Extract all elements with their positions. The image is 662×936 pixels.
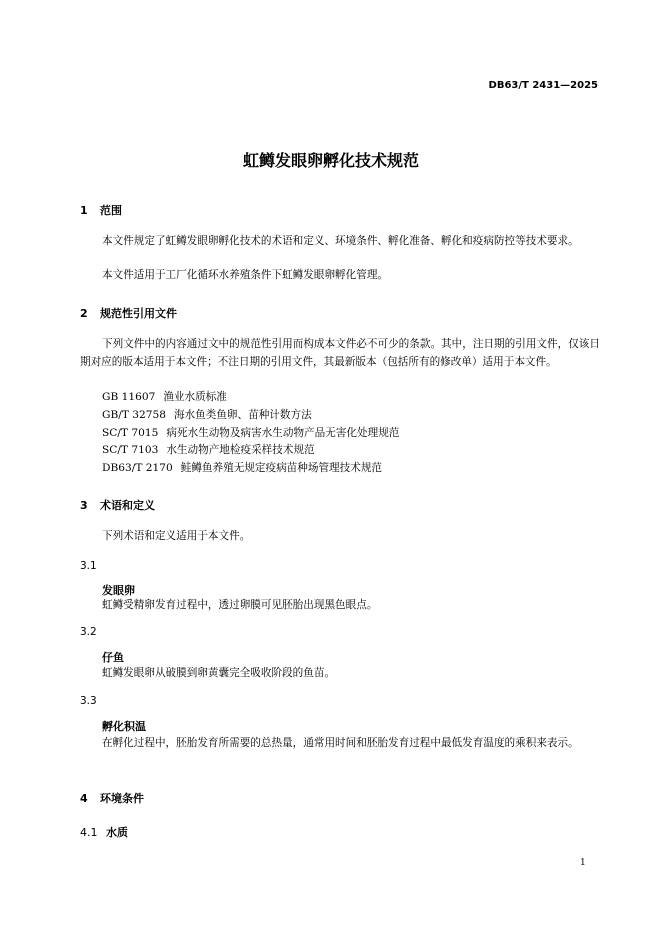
reference-title: 水生动物产地检疫采样技术规范 [166,444,315,456]
term-number: 3.2 [80,626,97,638]
reference-code: GB/T 32758 [102,409,166,421]
section-1-paragraph-1: 本文件规定了虹鳟发眼卵孵化技术的术语和定义、环境条件、孵化准备、孵化和疫病防控等技术要求。 [102,235,579,247]
reference-item [102,460,382,475]
subsection-title: 水质 [106,826,128,839]
term-title: 仔鱼 [102,651,124,664]
section-2-paragraph-1: 下列文件中的内容通过文中的规范性引用而构成本文件必不可少的条款。其中，注日期的引用文件，仅该日期对应的版本适用于本文件；不注日期的引用文件，其最新版本（包括所有的修改单）适用于本文件。 [80,338,600,368]
reference-item [102,442,315,457]
reference-title: 渔业水质标准 [163,391,227,403]
section-4-heading [80,790,144,806]
section-title: 范围 [100,204,122,217]
term-number: 3.1 [80,560,97,572]
section-number: 2 [80,307,88,320]
document-code: DB63/T 2431—2025 [488,80,598,91]
term-definition: 虹鳟发眼卵从破膜到卵黄囊完全吸收阶段的鱼苗。 [102,667,336,679]
section-1-paragraph-2: 本文件适用于工厂化循环水养殖条件下虹鳟发眼卵孵化管理。 [102,269,389,281]
reference-title: 海水鱼类鱼卵、苗种计数方法 [173,409,312,421]
reference-item [102,425,399,440]
term-title: 发眼卵 [102,584,135,597]
section-1-heading [80,202,122,218]
reference-item [102,389,227,404]
reference-code: DB63/T 2170 [102,462,173,474]
reference-item [102,407,312,422]
section-number: 1 [80,204,88,217]
term-number: 3.3 [80,695,97,707]
section-title: 规范性引用文件 [100,307,177,320]
page-title: 虹鳟发眼卵孵化技术规范 [242,151,419,170]
term-definition: 在孵化过程中，胚胎发育所需要的总热量，通常用时间和胚胎发育过程中最低发育温度的乘积来表示。 [102,737,579,749]
section-number: 3 [80,499,88,512]
section-number: 4 [80,792,88,805]
reference-code: GB 11607 [102,391,156,403]
reference-title: 鲑鳟鱼养殖无规定疫病苗种场管理技术规范 [180,462,383,474]
section-3-heading [80,497,155,513]
section-3-paragraph-1: 下列术语和定义适用于本文件。 [102,530,251,542]
term-title: 孵化积温 [102,720,146,733]
reference-title: 病死水生动物及病害水生动物产品无害化处理规范 [166,427,400,439]
subsection-number: 4.1 [80,826,98,839]
section-2-heading [80,305,177,321]
page-number: 1 [580,858,586,868]
section-title: 术语和定义 [100,499,155,512]
term-definition: 虹鳟受精卵发育过程中，透过卵膜可见胚胎出现黑色眼点。 [102,599,378,611]
reference-code: SC/T 7015 [102,427,159,439]
reference-code: SC/T 7103 [102,444,159,456]
subsection-4-1-heading [80,824,128,840]
section-title: 环境条件 [100,792,144,805]
